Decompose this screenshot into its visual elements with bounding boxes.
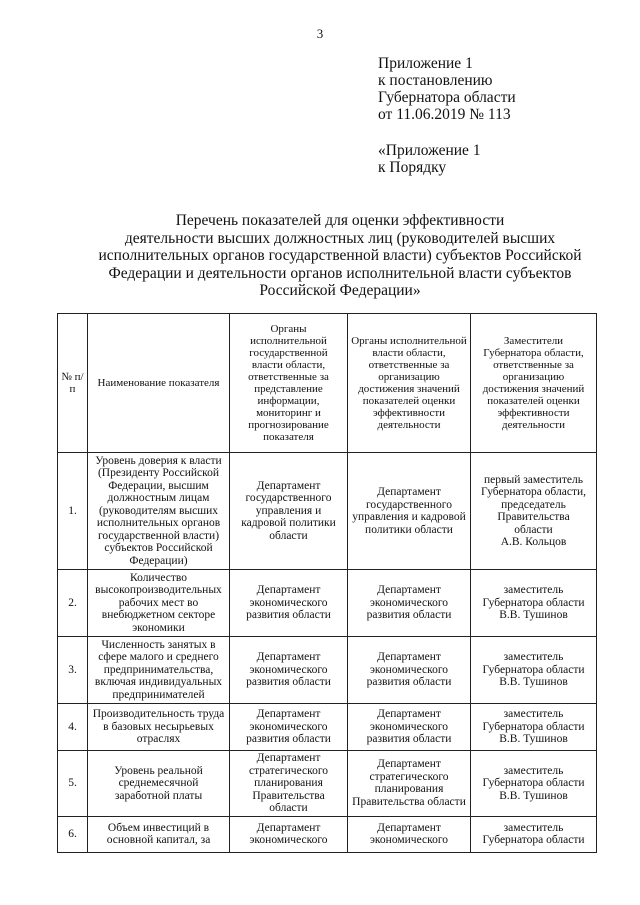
deputy-line: заместитель xyxy=(503,584,564,597)
indicators-table xyxy=(57,313,597,853)
deputy-line: В.В. Тушинов xyxy=(499,676,568,689)
row-info-body: Департамент государственного управления и кадровой политики области xyxy=(230,453,348,570)
row-responsible-body: Департамент стратегического планирования Правительства области xyxy=(348,751,471,817)
title-line: исполнительных органов государственной власти) субъектов Российской xyxy=(98,247,582,264)
deputy-line: заместитель xyxy=(503,821,564,834)
deputy-line: Правительства xyxy=(497,511,570,523)
deputy-line: области xyxy=(514,523,553,536)
deputy-line: В.В. Тушинов xyxy=(499,609,568,622)
deputy-line: Губернатора области xyxy=(482,596,585,609)
header-num: № п/п xyxy=(58,314,88,453)
row-responsible-body: Департамент экономического развития области xyxy=(348,704,471,751)
deputy-line: Губернатора области xyxy=(482,834,585,846)
row-deputy xyxy=(471,704,597,751)
title-line: Российской Федерации» xyxy=(259,282,421,299)
row-info-body: Департамент экономического развития области xyxy=(230,704,348,751)
row-indicator-name: Уровень реальной среднемесячной заработной платы xyxy=(88,751,230,817)
row-num: 6. xyxy=(58,816,88,852)
deputy-line: Губернатора области xyxy=(482,777,585,789)
row-responsible-body: Департамент экономического xyxy=(348,816,471,852)
header-deputies: Заместители Губернатора области, ответственные за организацию достижения значений показателей оценки эффективности деятельности xyxy=(471,314,597,453)
deputy-line: Губернатора области xyxy=(482,663,585,676)
header-name: Наименование показателя xyxy=(88,314,230,453)
title-line: Федерации и деятельности органов исполнительной власти субъектов xyxy=(108,264,572,282)
annex-sub-line: «Приложение 1 xyxy=(378,142,481,159)
table-header-row xyxy=(58,314,597,453)
row-deputy xyxy=(471,816,597,852)
row-info-body: Департамент экономического развития области xyxy=(230,570,348,637)
row-num: 2. xyxy=(58,570,88,637)
header-responsible-bodies: Органы исполнительной власти области, ответственные за организацию достижения значений показателей оценки эффективности деятельности xyxy=(348,314,471,453)
row-deputy xyxy=(471,637,597,704)
table-row xyxy=(58,751,597,817)
annex-sub xyxy=(378,142,481,176)
deputy-line: В.В. Тушинов xyxy=(499,789,568,802)
deputy-line: заместитель xyxy=(503,708,564,721)
deputy-line: А.В. Кольцов xyxy=(500,536,567,548)
page-number: 3 xyxy=(316,26,324,41)
header-info-bodies: Органы исполнительной государственной власти области, ответственные за представление информации, мониторинг и прогнозирование показателя xyxy=(230,314,348,453)
row-num: 5. xyxy=(58,751,88,817)
row-indicator-name: Численность занятых в сфере малого и среднего предпринимательства, включая индивидуальных предпринимателей xyxy=(88,637,230,704)
title-line: Перечень показателей для оценки эффективности xyxy=(175,212,505,229)
row-responsible-body: Департамент экономического развития области xyxy=(348,637,471,704)
table-row xyxy=(58,637,597,704)
deputy-line: В.В. Тушинов xyxy=(499,733,568,746)
table-row xyxy=(58,570,597,637)
row-indicator-name: Производительность труда в базовых несырьевых отраслях xyxy=(88,704,230,751)
table-row xyxy=(58,816,597,852)
deputy-line: председатель xyxy=(501,498,566,511)
annex-line: Приложение 1 xyxy=(378,55,473,72)
table-row xyxy=(58,704,597,751)
annex-header xyxy=(378,55,516,123)
row-deputy xyxy=(471,751,597,817)
row-num: 4. xyxy=(58,704,88,751)
deputy-line: первый заместитель xyxy=(484,473,583,486)
row-num: 3. xyxy=(58,637,88,704)
row-info-body: Департамент экономического развития области xyxy=(230,637,348,704)
annex-line: к постановлению xyxy=(378,72,493,89)
row-indicator-name: Объем инвестиций в основной капитал, за xyxy=(88,816,230,852)
annex-line: Губернатора области xyxy=(378,89,516,106)
annex-line: от 11.06.2019 № 113 xyxy=(378,106,511,123)
document-title xyxy=(60,212,620,300)
row-deputy xyxy=(471,570,597,637)
table-row xyxy=(58,453,597,570)
row-responsible-body: Департамент государственного управления и кадровой политики области xyxy=(348,453,471,570)
row-responsible-body: Департамент экономического развития области xyxy=(348,570,471,637)
row-indicator-name: Уровень доверия к власти (Президенту Российской Федерации, высшим должностным лицам (руководителям высших исполнительных органов государственной власти) субъектов Российской Федерации) xyxy=(88,453,230,570)
row-info-body: Департамент экономического xyxy=(230,816,348,852)
deputy-line: Губернатора области xyxy=(482,720,585,733)
deputy-line: Губернатора области, xyxy=(481,486,586,498)
annex-sub-line: к Порядку xyxy=(378,159,447,176)
row-deputy xyxy=(471,453,597,570)
row-indicator-name: Количество высокопроизводительных рабочих мест во внебюджетном секторе экономики xyxy=(88,570,230,637)
deputy-line: заместитель xyxy=(503,764,564,777)
row-num: 1. xyxy=(58,453,88,570)
title-line: деятельности высших должностных лиц (руководителей высших xyxy=(124,229,556,247)
row-info-body: Департамент стратегического планирования Правительства области xyxy=(230,751,348,817)
deputy-line: заместитель xyxy=(503,651,564,664)
